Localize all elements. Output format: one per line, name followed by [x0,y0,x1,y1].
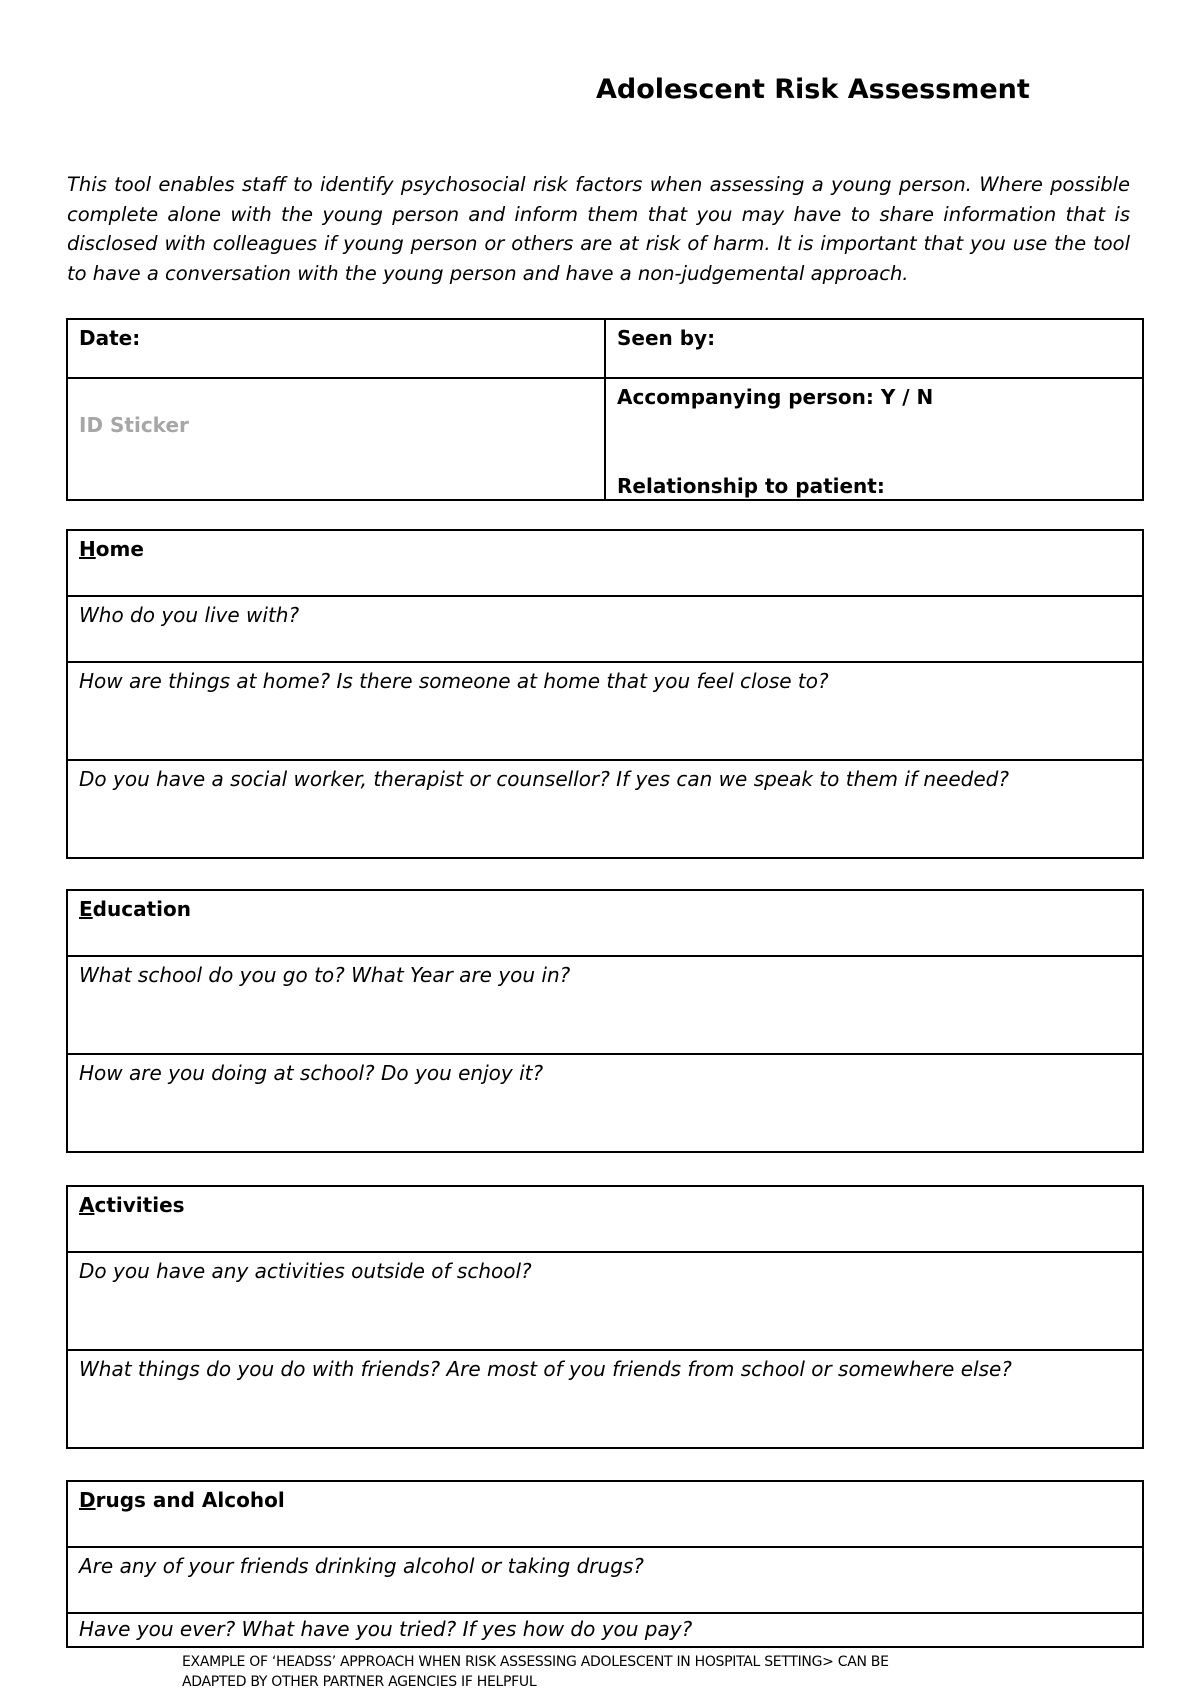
activities-question-2[interactable]: What things do you do with friends? Are most of you friends from school or somewhere else? [67,1350,1143,1448]
home-question-1[interactable]: Who do you live with? [67,596,1143,662]
education-heading: Education [67,890,1143,956]
intro-paragraph: This tool enables staff to identify psychosocial risk factors when assessing a young person. Where possible complete alone with the young person and inform them that you may have to share information that is disclosed with colleagues if young person or others are at risk of harm. It is important that you use the tool to have a conversation with the young person and have a non-judgemental approach. [67,173,1130,285]
patient-info-table [66,318,1144,501]
seen-by-field[interactable] [605,319,1143,378]
drugs-heading: Drugs and Alcohol [67,1481,1143,1547]
activities-question-1[interactable]: Do you have any activities outside of school? [67,1252,1143,1350]
drugs-question-2[interactable]: Have you ever? What have you tried? If yes how do you pay? [67,1613,1143,1647]
footer-line-1: EXAMPLE OF ‘HEADSS’ APPROACH WHEN RISK ASSESSING ADOLESCENT IN HOSPITAL SETTING> CAN BE [182,1654,889,1670]
home-heading: Home [67,530,1143,596]
activities-heading: Activities [67,1186,1143,1252]
accompanying-person-label: Accompanying person: Y / N [617,385,934,409]
drugs-alcohol-section [66,1480,1144,1648]
accompanying-cell[interactable] [605,378,1143,500]
education-question-2[interactable]: How are you doing at school? Do you enjoy it? [67,1054,1143,1152]
activities-section [66,1185,1144,1449]
footer-line-2: ADAPTED BY OTHER PARTNER AGENCIES IF HELPFUL [182,1674,537,1690]
home-question-3[interactable]: Do you have a social worker, therapist or counsellor? If yes can we speak to them if needed? [67,760,1143,858]
page-title: Adolescent Risk Assessment [596,74,1030,105]
home-question-2[interactable]: How are things at home? Is there someone at home that you feel close to? [67,662,1143,760]
seen-by-label: Seen by: [617,326,716,350]
education-section [66,889,1144,1153]
footer-note [182,1652,982,1692]
drugs-question-1[interactable]: Are any of your friends drinking alcohol or taking drugs? [67,1547,1143,1613]
date-field[interactable] [67,319,605,378]
relationship-label: Relationship to patient: [617,474,885,498]
id-sticker-area [67,378,605,500]
id-sticker-label: ID Sticker [79,413,189,437]
home-section [66,529,1144,859]
date-label: Date: [79,326,141,350]
education-question-1[interactable]: What school do you go to? What Year are you in? [67,956,1143,1054]
